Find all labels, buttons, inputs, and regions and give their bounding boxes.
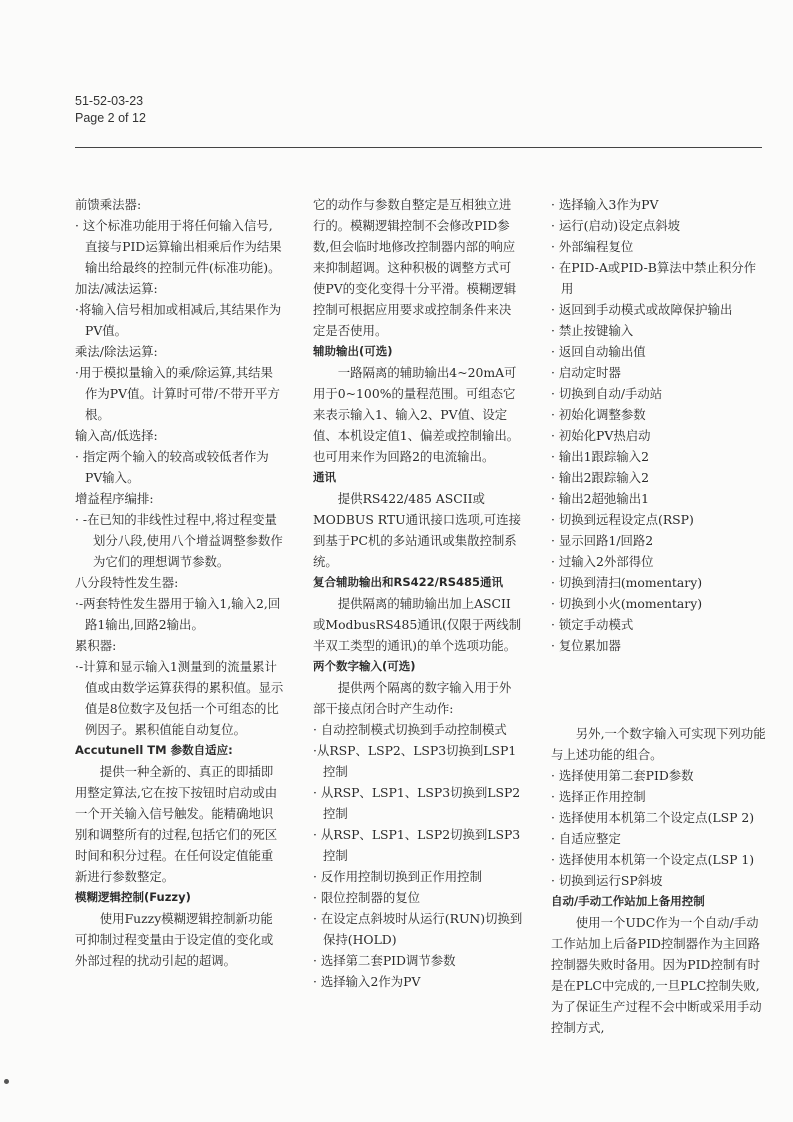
section-heading: 辅助输出(可选) bbox=[313, 344, 393, 358]
paragraph: 提供一种全新的、真正的即插即用整定算法,它在按下按钮时启动或由一个开关输入信号触发。能精确地识别和调整所有的过程,包括它们的死区时间和积分过程。在任何设定值能重新进行参数整定。 bbox=[75, 764, 278, 884]
text-column-3 bbox=[551, 194, 766, 1038]
section-heading: 两个数字输入(可选) bbox=[313, 659, 416, 673]
bullet-item: · 运行(启动)设定点斜坡 bbox=[551, 218, 681, 233]
bullet-item: · 选择正作用控制 bbox=[551, 788, 646, 804]
bullet-item: · 选择使用第二套PID参数 bbox=[551, 767, 694, 783]
bullet-item: · 选择输入2作为PV bbox=[313, 974, 421, 989]
bullet-item: · 初始化调整参数 bbox=[551, 407, 646, 422]
paragraph: 另外,一个数字输入可实现下列功能与上述功能的组合。 bbox=[551, 725, 766, 762]
section-label: 输入高/低选择: bbox=[75, 428, 158, 443]
bullet-item: · 限位控制器的复位 bbox=[313, 890, 421, 905]
page-header bbox=[75, 93, 146, 127]
section-label: 增益程序编排: bbox=[75, 491, 154, 506]
section-heading: 复合辅助输出和RS422/RS485通讯 bbox=[313, 575, 503, 589]
paragraph: 使用一个UDC作为一个自动/手动工作站加上后备PID控制器作为主回路控制器失败时备用。因为PID控制有时是在PLC中完成的,一旦PLC控制失败,为了保证生产过程不会中断或采用手动控制方式, bbox=[551, 914, 762, 1035]
header-divider bbox=[75, 147, 762, 148]
bullet-item: · 禁止按键输入 bbox=[551, 323, 634, 338]
bullet-item: · 反作用控制切换到正作用控制 bbox=[313, 869, 482, 884]
bullet-item: · 外部编程复位 bbox=[551, 239, 634, 254]
bullet-item: · 指定两个输入的较高或较低者作为PV输入。 bbox=[75, 449, 269, 485]
bullet-item: · 显示回路1/回路2 bbox=[551, 533, 654, 548]
bullet-item: · 锁定手动模式 bbox=[551, 617, 634, 632]
paragraph: 提供RS422/485 ASCII或MODBUS RTU通讯接口选项,可连接到基于PC机的多站通讯或集散控制系统。 bbox=[313, 491, 522, 569]
spacer bbox=[551, 668, 766, 710]
bullet-item: · 过输入2外部得位 bbox=[551, 554, 654, 569]
bullet-item: · 切换到小火(momentary) bbox=[551, 596, 703, 611]
section-label: 前馈乘法器: bbox=[75, 197, 142, 212]
bullet-item: · 在设定点斜坡时从运行(RUN)切换到保持(HOLD) bbox=[313, 911, 523, 947]
section-heading: Accutunell TM 参数自适应: bbox=[75, 743, 233, 757]
bullet-item: · 从RSP、LSP1、LSP2切换到LSP3控制 bbox=[313, 827, 521, 863]
bullet-item: · 选择使用本机第二个设定点(LSP 2) bbox=[551, 809, 755, 825]
bullet-item: · 返回到手动模式或故障保护输出 bbox=[551, 302, 733, 317]
paragraph: 使用Fuzzy模糊逻辑控制新功能可抑制过程变量由于设定值的变化或外部过程的扰动引起的超调。 bbox=[75, 911, 274, 968]
bullet-item: · -在已知的非线性过程中,将过程变量划分八段,使用八个增益调整参数作为它们的理想调节参数。 bbox=[75, 512, 283, 569]
section-heading: 模糊逻辑控制(Fuzzy) bbox=[75, 890, 191, 904]
bullet-item: · 输出2跟踪输入2 bbox=[551, 470, 649, 485]
section-heading: 自动/手动工作站加上备用控制 bbox=[551, 893, 705, 908]
bullet-item: · 切换到清扫(momentary) bbox=[551, 575, 703, 590]
bullet-item: · 这个标准功能用于将任何输入信号,直接与PID运算输出相乘后作为结果输出给最终的控制元件(标准功能)。 bbox=[75, 218, 282, 275]
bullet-item: · 输出1跟踪输入2 bbox=[551, 449, 649, 464]
paragraph: 提供两个隔离的数字输入用于外部干接点闭合时产生动作: bbox=[313, 680, 512, 716]
section-label: 加法/减法运算: bbox=[75, 281, 158, 296]
bullet-item: · 在PID-A或PID-B算法中禁止积分作用 bbox=[551, 260, 757, 296]
bullet-item: · 切换到远程设定点(RSP) bbox=[551, 512, 694, 527]
paragraph: 一路隔离的辅助输出4~20mA可用于0~100%的量程范围。可组态它来表示输入1、输入2、PV值、设定值、本机设定值1、偏差或控制输出。也可用来作为回路2的电流输出。 bbox=[313, 365, 520, 464]
bullet-item: · 复位累加器 bbox=[551, 638, 621, 653]
section-heading: 通讯 bbox=[313, 470, 336, 484]
paragraph: 提供隔离的辅助输出加上ASCII或ModbusRS485通讯(仅限于两线制半双工类型的通讯)的单个选项功能。 bbox=[313, 596, 522, 653]
text-column-1 bbox=[75, 194, 285, 971]
bullet-item: · 自动控制模式切换到手动控制模式 bbox=[313, 722, 507, 737]
bullet-item: ·用于模拟量输入的乘/除运算,其结果作为PV值。计算时可带/不带开平方根。 bbox=[75, 365, 280, 422]
bullet-item: · 选择输入3作为PV bbox=[551, 197, 659, 212]
bullet-item: · 返回自动输出值 bbox=[551, 344, 646, 359]
bullet-item: · 自适应整定 bbox=[551, 830, 621, 846]
section-label: 乘法/除法运算: bbox=[75, 344, 158, 359]
bullet-item: · 输出2超弛输出1 bbox=[551, 491, 649, 506]
doc-number: 51-52-03-23 bbox=[75, 94, 144, 108]
bullet-item: ·-两套特性发生器用于输入1,输入2,回路1输出,回路2输出。 bbox=[75, 596, 281, 632]
bullet-item: ·-计算和显示输入1测量到的流量累计值或由数学运算获得的累积值。显示值是8位数字及包括一个可组态的比例因子。累积值能自动复位。 bbox=[75, 659, 284, 737]
bullet-item: · 切换到自动/手动站 bbox=[551, 386, 663, 401]
bullet-item: · 选择第二套PID调节参数 bbox=[313, 953, 456, 968]
section-label: 八分段特性发生器: bbox=[75, 575, 179, 590]
bullet-item: · 切换到运行SP斜坡 bbox=[551, 872, 663, 888]
section-label: 累积器: bbox=[75, 638, 117, 653]
bullet-item: ·将输入信号相加或相减后,其结果作为PV值。 bbox=[75, 302, 282, 338]
scan-mark bbox=[4, 1079, 9, 1084]
page-number: Page 2 of 12 bbox=[75, 111, 146, 125]
bullet-item: · 从RSP、LSP1、LSP3切换到LSP2控制 bbox=[313, 785, 521, 821]
bullet-item: · 启动定时器 bbox=[551, 365, 621, 380]
text-column-2 bbox=[313, 194, 523, 992]
section-label: 它的动作与参数自整定是互相独立进行的。模糊逻辑控制不会修改PID参数,但会临时地修改控制器内部的响应来抑制超调。这种积极的调整方式可使PV的变化变得十分平滑。模糊逻辑控制可根据应用要求或控制条件来决定是否使用。 bbox=[313, 197, 517, 338]
bullet-item: · 初始化PV热启动 bbox=[551, 428, 651, 443]
bullet-item: ·从RSP、LSP2、LSP3切换到LSP1控制 bbox=[313, 743, 517, 779]
bullet-item: · 选择使用本机第一个设定点(LSP 1) bbox=[551, 851, 755, 867]
